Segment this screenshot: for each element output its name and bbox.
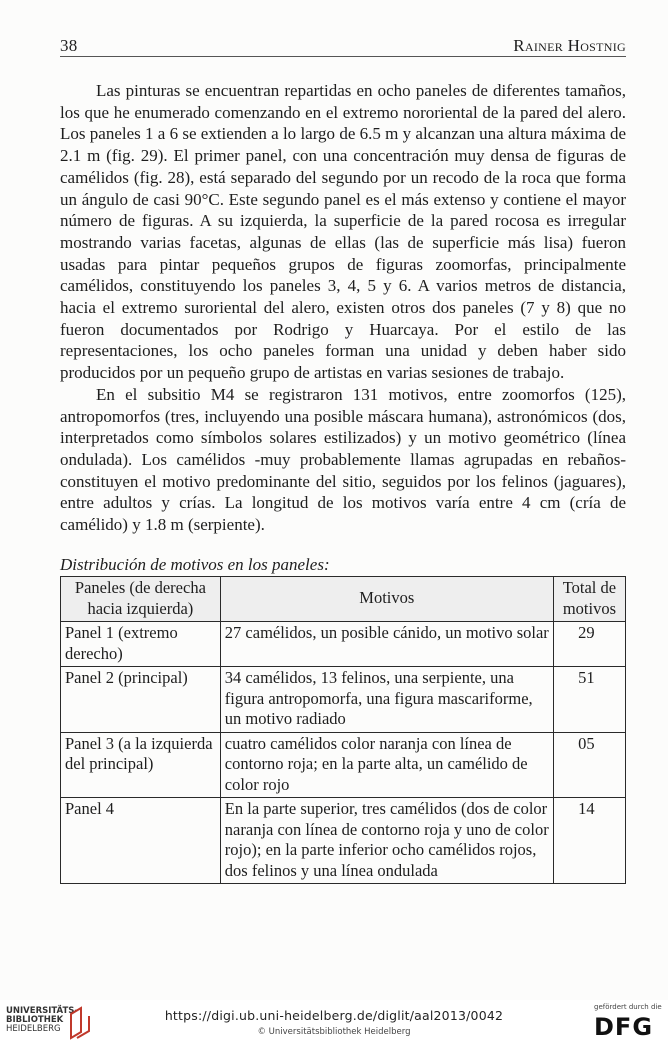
panel-cell: Panel 1 (extremo derecho) [61,622,221,667]
paragraph: Las pinturas se encuentran repartidas en ocho paneles de diferentes tamaños, los que he enumerado comenzando en el extremo nororiental de la pared del alero. Los paneles 1 a 6 se extienden a lo largo de 6.5 m y alcanzan una altura máxima de 2.1 m (fig. 29). El primer panel, con una concentración muy densa de figuras de camélidos (fig. 28), está separado del segundo por un recodo de la roca que forma un ángulo de casi 90°C. Este segundo panel es el más extenso y contiene el mayor número de figuras. A su izquierda, la superficie de la pared rocosa es irregular mostrando varias facetas, algunas de ellas (las de superficie más lisa) fueron usadas para pintar pequeños grupos de figuras zoomorfas, principalmente camélidos, constituyendo los paneles 3, 4, 5 y 6. A varios metros de distancia, hacia el extremo suroriental del alero, existen otros dos paneles (7 y 8) que no fueron documentados por Rodrigo y Huarcaya. Por el estilo de las representaciones, los ocho paneles forman una unidad y deben haber sido producidos por un pequeño grupo de artistas en varias sesiones de trabajo. [60,81,626,383]
panel-cell: Panel 3 (a la izquierda del principal) [61,732,221,798]
column-header-motifs: Motivos [220,577,553,622]
running-head-author: Rainer Hostnig [513,36,626,55]
dfg-logo: DFG [594,1013,654,1041]
permalink-link[interactable]: https://digi.ub.uni-heidelberg.de/diglit/aal2013/0042 [164,1008,504,1023]
page-number: 38 [60,36,78,55]
library-name: UNIVERSITÄTS- BIBLIOTHEK HEIDELBERG [6,1006,78,1034]
motifs-cell: cuatro camélidos color naranja con línea de contorno roja; en la parte alta, un camélido de color rojo [220,732,553,798]
column-header-panels: Paneles (de derecha hacia izquierda) [61,577,221,622]
table-row [61,798,626,884]
total-cell: 29 [553,622,625,667]
total-cell: 51 [553,667,625,733]
motifs-cell: En la parte superior, tres camélidos (dos de color naranja con línea de contorno roja y uno de color rojo); en la parte inferior ocho camélidos rojos, dos felinos y una línea ondulada [220,798,553,884]
table-row [61,667,626,733]
column-header-total: Total de motivos [553,577,625,622]
table-row [61,732,626,798]
total-cell: 14 [553,798,625,884]
paragraph: En el subsitio M4 se registraron 131 motivos, entre zoomorfos (125), antropomorfos (tres, incluyendo una posible máscara humana), astronómicos (dos, interpretados como símbolos solares estilizados) y un motivo geométrico (línea ondulada). Los camélidos -muy probablemente llamas agrupadas en rebaños- constituyen el motivo predominante del sitio, seguidos por los felinos (jaguares), entre adultos y crías. La longitud de los motivos varía entre 4 cm (cría de camélido) y 1.8 m (serpiente). [60,384,626,535]
table-header-row [61,577,626,622]
sponsor-note: gefördert durch die [594,1003,662,1011]
total-cell: 05 [553,732,625,798]
running-head [60,34,626,57]
body-text [60,80,626,536]
motifs-cell: 34 camélidos, 13 felinos, una serpiente, una figura antropomorfa, una figura mascariforme, un motivo radiado [220,667,553,733]
panel-cell: Panel 2 (principal) [61,667,221,733]
viewer-footer [0,1000,668,1045]
table-caption: Distribución de motivos en los paneles: [60,555,330,574]
motifs-table [60,576,626,884]
copyright-notice: © Universitätsbibliothek Heidelberg [257,1027,411,1037]
panel-cell: Panel 4 [61,798,221,884]
table-row [61,622,626,667]
motifs-cell: 27 camélidos, un posible cánido, un motivo solar [220,622,553,667]
